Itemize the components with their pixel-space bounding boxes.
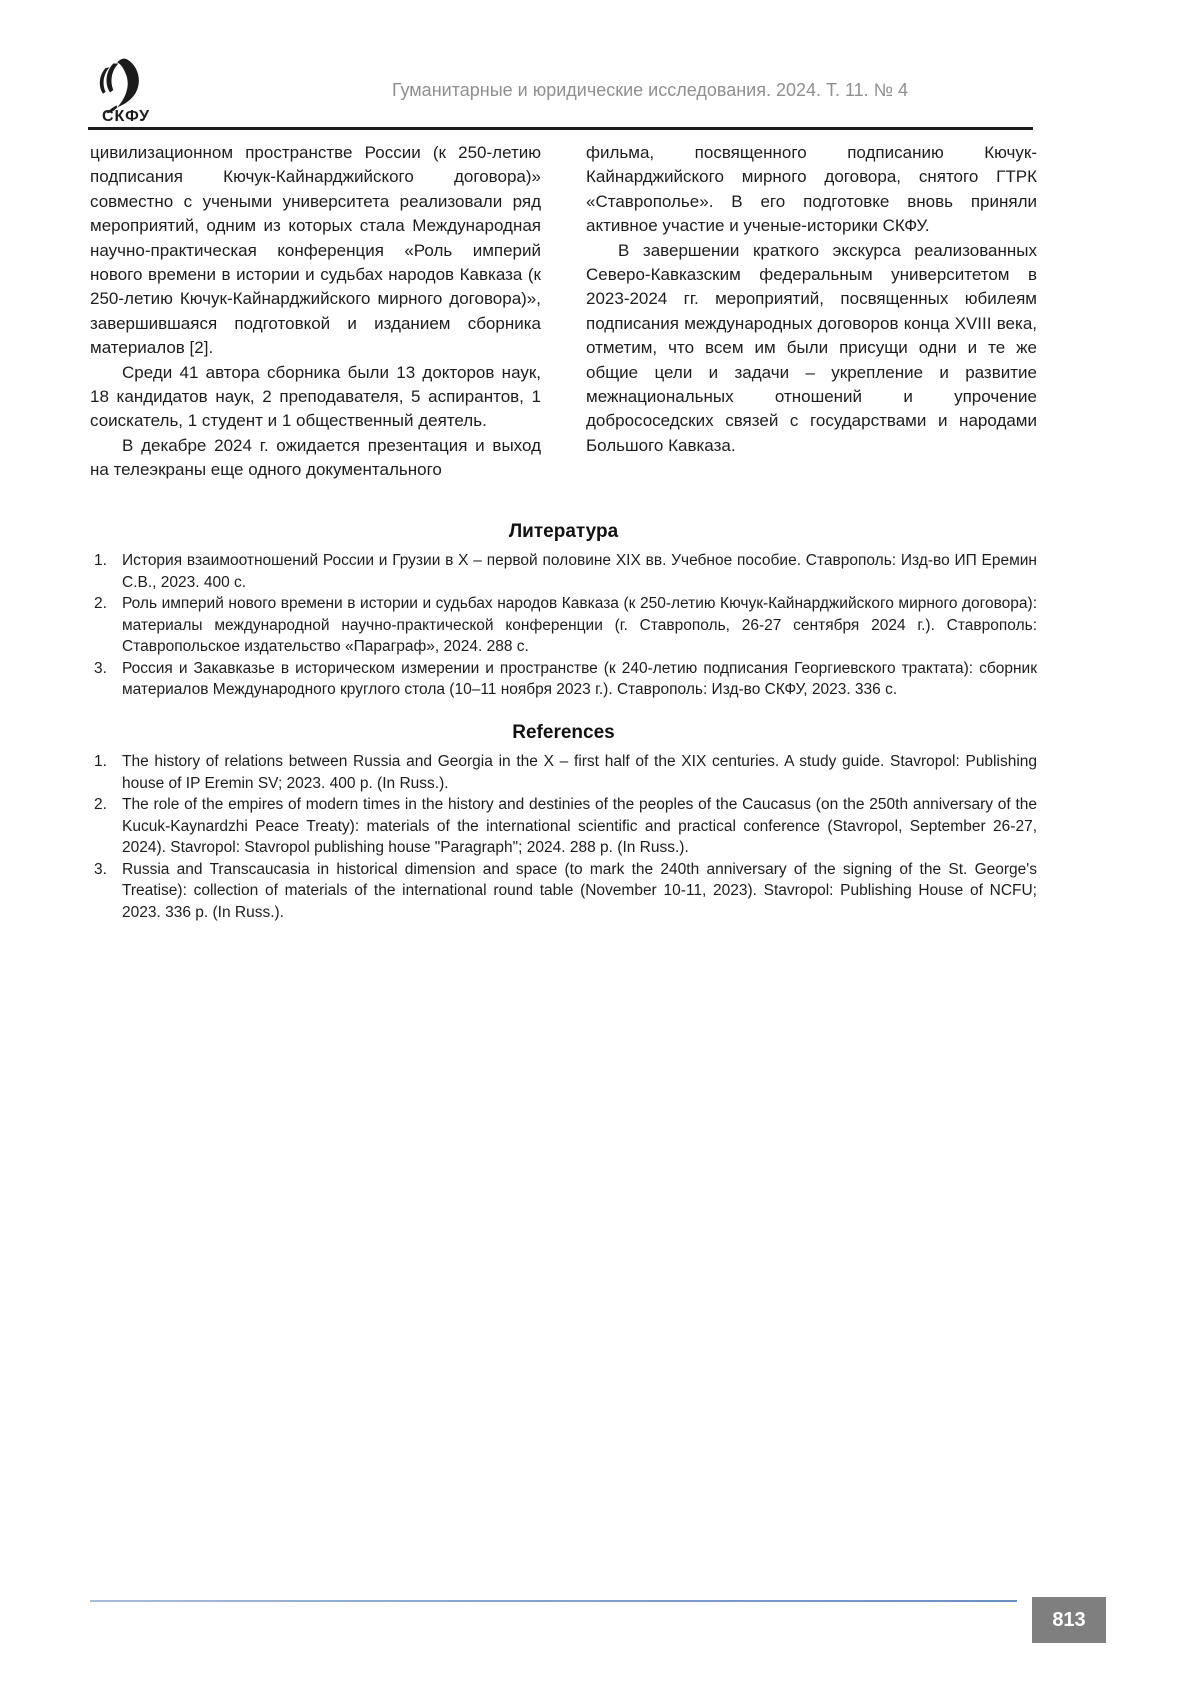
item-text: The history of relations between Russia and Georgia in the X – first half of the XIX centuries. A study guide. Stavropol: Publishing house of IP Eremin SV; 2023. 400 p. (In Russ.).: [122, 753, 1037, 792]
item-number: 1.: [94, 552, 107, 569]
body-paragraph: фильма, посвященного подписанию Кючук-Кайнарджийского мирного договора, снятого ГТРК «Ставрополье». В его подготовке вновь приняли активное участие и ученые-историки СКФУ.: [586, 143, 1037, 236]
right-column: [586, 141, 1037, 483]
references-heading: References: [512, 722, 615, 743]
reference-item: [90, 859, 1037, 924]
reference-item: [90, 794, 1037, 859]
body-paragraph: Среди 41 автора сборника были 13 докторов наук, 18 кандидатов наук, 2 преподавателя, 5 аспирантов, 1 соискатель, 1 студент и 1 общественный деятель.: [90, 362, 541, 431]
ncfu-logo: [88, 56, 178, 126]
literature-item: [90, 550, 1037, 593]
ncfu-logo-text: СКФУ: [102, 108, 151, 125]
body-paragraph: В завершении краткого экскурса реализованных Северо-Кавказским федеральным университетом в 2023-2024 гг. мероприятий, посвященных юбилеям подписания международных договоров конца XVIII века, отметим, что всем им были присущи одни и те же общие цели и задачи – укрепление и развитие межнациональных отношений и упрочение добрососедских связей с государствами и народами Большого Кавказа.: [586, 240, 1037, 455]
item-number: 1.: [94, 753, 107, 770]
item-text: Роль империй нового времени в истории и судьбах народов Кавказа (к 250-летию Кючук-Кайнарджийского мирного договора): материалы международной научно-практической конференции (г. Ставрополь, 26-27 сентября 2024 г.). Ставрополь: Ставропольское издательство «Параграф», 2024. 288 с.: [122, 595, 1037, 655]
article-body: [90, 141, 1037, 483]
item-text: Russia and Transcaucasia in historical dimension and space (to mark the 240th anniversary of the signing of the St. George's Treatise): collection of materials of the international round table (November 10-11, 2023). Stavropol: Publishing House of NCFU; 2023. 336 p. (In Russ.).: [122, 860, 1037, 921]
left-column: [90, 141, 541, 483]
item-number: 2.: [94, 595, 107, 612]
item-text: Россия и Закавказье в историческом измерении и пространстве (к 240-летию подписания Георгиевского трактата): сборник материалов Международного круглого стола (10–11 ноября 2023 г.). Ставрополь: Изд-во СКФУ, 2023. 336 с.: [122, 659, 1037, 698]
item-number: 3.: [94, 659, 107, 677]
body-paragraph: В декабре 2024 г. ожидается презентация и выход на телеэкраны еще одного документального: [90, 435, 541, 480]
item-number: 2.: [94, 796, 107, 813]
literature-item: [90, 658, 1037, 701]
page-number-badge: 813: [1032, 1597, 1106, 1643]
reference-item: [90, 751, 1037, 794]
literature-heading: Литература: [508, 521, 619, 542]
item-number: 3.: [94, 860, 107, 878]
references-section: [90, 722, 1037, 923]
journal-title: Гуманитарные и юридические исследования. 2024. Т. 11. № 4: [391, 80, 909, 100]
literature-item: [90, 593, 1037, 658]
body-paragraph: цивилизационном пространстве России (к 250-летию подписания Кючук-Кайнарджийского договора)» совместно с учеными университета реализовали ряд мероприятий, одним из которых стала Международная научно-практическая конференция «Роль империй нового времени в истории и судьбах народов Кавказа (к 250-летию Кючук-Кайнарджийского мирного договора)», завершившаяся подготовкой и изданием сборника материалов [2].: [90, 143, 541, 358]
item-text: The role of the empires of modern times in the history and destinies of the peoples of the Caucasus (on the 250th anniversary of the Kucuk-Kaynardzhi Peace Treaty): materials of the international scientific and practical conference (Stavropol, September 26-27, 2024). Stavropol: Stavropol publishing house "Paragraph"; 2024. 288 p. (In Russ.).: [122, 796, 1037, 856]
footer-divider: [90, 1600, 1017, 1602]
header-divider: [88, 127, 1033, 130]
item-text: История взаимоотношений России и Грузии в X – первой половине XIX вв. Учебное пособие. Ставрополь: Изд-во ИП Еремин С.В., 2023. 400 с.: [122, 552, 1037, 591]
literature-section: [90, 521, 1037, 701]
